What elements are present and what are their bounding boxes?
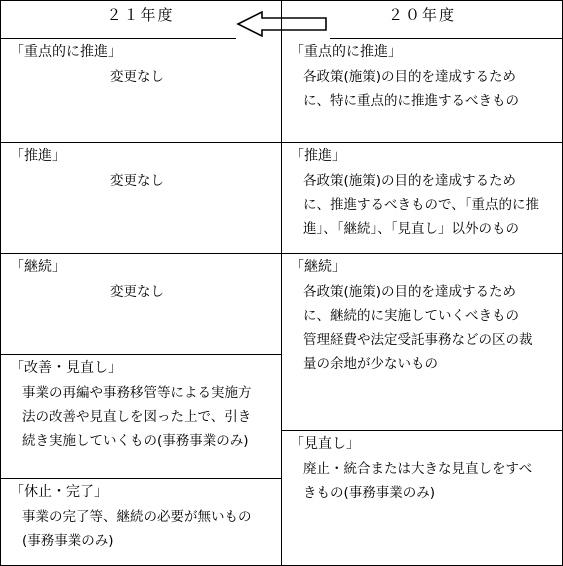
fy20-header-label: ２０年度 [387, 6, 456, 24]
fy20-row-priority-text-2: に、特に重点的に推進するべきもの [303, 93, 519, 109]
fy20-row-priority-title: 「重点的に推進」 [290, 44, 402, 60]
header-divider-right [330, 38, 563, 39]
fy21-row-continue-title: 「継続」 [10, 259, 66, 275]
fy21-row-improve-text-3: 続き実施していくもの(事務事業のみ) [22, 433, 249, 449]
fy20-row-continue-text-1: 各政策(施策)の目的を達成するため [303, 284, 517, 300]
fy21-row-suspend-text-2: (事務事業のみ) [22, 533, 114, 549]
fy21-row-priority-text-1: 変更なし [110, 69, 164, 85]
left-arrow-icon [236, 11, 330, 37]
fy20-row-review-body [303, 457, 532, 505]
fy21-row-improve-title: 「改善・見直し」 [10, 360, 122, 376]
fy20-row-priority [282, 38, 563, 142]
fy20-row-continue-title: 「継続」 [290, 259, 346, 275]
fy20-row-review-title: 「見直し」 [290, 436, 360, 452]
fy20-row-promote [282, 142, 563, 253]
header-divider-left [0, 38, 236, 39]
fy20-row-promote-body [303, 169, 539, 241]
fy20-row-priority-body [303, 65, 519, 113]
fy21-row-promote [0, 142, 281, 253]
fy21-row-improve-text-1: 事業の再編や事務移管等による実施方 [22, 385, 252, 401]
fy21-row-continue [0, 253, 281, 354]
fy20-row-review-text-2: きもの(事務事業のみ) [303, 485, 436, 501]
border-left [0, 0, 1, 566]
fy20-row-continue-text-2: に、継続的に実施していくべきもの [303, 308, 519, 324]
fy20-row-continue [282, 253, 563, 430]
fy20-row-continue-body [303, 280, 533, 376]
fy21-row-suspend-body [22, 505, 252, 553]
fy21-row-suspend-text-1: 事業の完了等、継続の必要が無いもの [22, 509, 252, 525]
fy20-row-promote-text-2: に、推進するべきもので、「重点的に推 [303, 197, 539, 213]
fy21-row-continue-text-1: 変更なし [110, 284, 164, 300]
fy21-header-label: ２１年度 [106, 6, 175, 24]
row-divider-2 [0, 253, 563, 254]
fy21-row-suspend [0, 478, 281, 566]
row-divider-left-4 [0, 478, 281, 479]
fy21-row-suspend-title: 「休止・完了」 [10, 484, 108, 500]
fy20-row-promote-text-1: 各政策(施策)の目的を達成するため [303, 173, 517, 189]
fy21-row-promote-text-1: 変更なし [110, 173, 164, 189]
fy20-row-review-text-1: 廃止・統合または大きな見直しをすべ [303, 461, 533, 477]
fy20-row-promote-title: 「推進」 [290, 148, 346, 164]
fy20-row-promote-text-3: 進」、「継続」、「見直し」以外のもの [303, 221, 519, 237]
row-divider-right-3 [281, 430, 563, 431]
fy21-row-improve-body [22, 381, 252, 453]
row-divider-left-3 [0, 354, 281, 355]
fy21-row-promote-title: 「推進」 [10, 148, 66, 164]
fy20-row-priority-text-1: 各政策(施策)の目的を達成するため [303, 69, 517, 85]
fy21-row-improve-text-2: 法の改善や見直しを図った上で、引き [22, 409, 252, 425]
column-divider [281, 0, 282, 566]
fy21-row-improve [0, 354, 281, 478]
row-divider-1 [0, 142, 563, 143]
fy20-row-continue-text-4: 量の余地が少ないもの [303, 356, 438, 372]
fy21-row-priority [0, 38, 281, 142]
fy21-row-priority-title: 「重点的に推進」 [10, 44, 122, 60]
fy20-row-continue-text-3: 管理経費や法定受託事務などの区の裁 [303, 332, 533, 348]
fy20-row-review [282, 430, 563, 566]
